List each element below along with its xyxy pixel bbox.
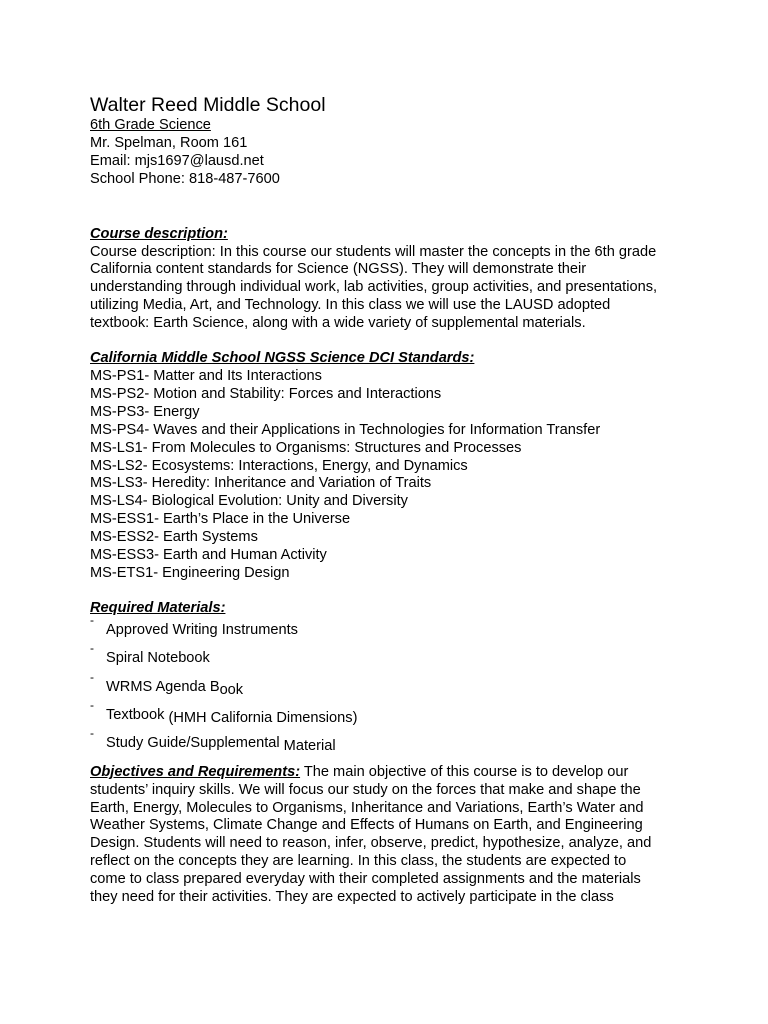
material-item	[90, 612, 690, 646]
standards-section	[90, 350, 690, 583]
course-description-text	[90, 244, 690, 334]
material-label-tail: ook	[219, 681, 244, 698]
standard-item: MS-ESS3- Earth and Human Activity	[90, 547, 327, 564]
standard-item: MS-PS2- Motion and Stability: Forces and Interactions	[90, 385, 442, 402]
bullet-dash: -	[90, 641, 94, 656]
material-label-tail: (HMH California Dimensions)	[164, 709, 358, 726]
teacher-room: Mr. Spelman, Room 161	[90, 134, 248, 151]
material-item	[90, 697, 690, 731]
standard-item: MS-PS3- Energy	[90, 403, 200, 420]
objectives-line: Weather Systems, Climate Change and Effects of Humans on Earth, and Engineering	[90, 817, 643, 834]
bullet-dash: -	[90, 612, 94, 627]
material-label: Approved Writing Instruments	[106, 621, 298, 638]
bullet-dash: -	[90, 697, 94, 712]
course-description-line: utilizing Media, Art, and Technology. In this class we will use the LAUSD adopted	[90, 297, 611, 314]
school-phone: School Phone: 818-487-7600	[90, 170, 280, 187]
bullet-dash: -	[90, 726, 94, 741]
course-description-section	[90, 226, 690, 333]
material-item	[90, 726, 690, 759]
course-description-line: understanding through individual work, lab activities, group activities, and presentations,	[90, 279, 658, 296]
header-block	[90, 94, 690, 189]
objectives-line: students’ inquiry skills. We will focus our study on the forces that make and shape the	[90, 781, 641, 798]
standards-list	[90, 368, 690, 583]
material-label: Textbook	[106, 706, 165, 723]
course-description-heading: Course description	[90, 225, 223, 242]
standard-item: MS-PS1- Matter and Its Interactions	[90, 367, 322, 384]
material-label: Spiral Notebook	[106, 650, 210, 667]
materials-list	[90, 612, 690, 760]
course-description-line: California content standards for Science (NGSS). They will demonstrate their	[90, 261, 587, 278]
standard-item: MS-PS4- Waves and their Applications in Technologies for Information Transfer	[90, 421, 601, 438]
objectives-section	[90, 764, 690, 907]
standard-item: MS-LS1- From Molecules to Organisms: Structures and Processes	[90, 439, 522, 456]
standard-item: MS-ESS1- Earth’s Place in the Universe	[90, 511, 351, 528]
objectives-line: Earth, Energy, Molecules to Organisms, Inheritance and Variations, Earth’s Water and	[90, 799, 644, 816]
material-label: Study Guide/Supplemental	[106, 735, 280, 752]
material-item	[90, 641, 690, 674]
objectives-line: reflect on the concepts they are learning. In this class, the students are expected to	[90, 853, 627, 870]
standard-item: MS-LS4- Biological Evolution: Unity and Diversity	[90, 493, 408, 510]
standard-item: MS-ESS2- Earth Systems	[90, 529, 258, 546]
course-description-line: textbook: Earth Science, along with a wide variety of supplemental materials.	[90, 315, 586, 332]
objectives-line: come to class prepared everyday with their completed assignments and the materials	[90, 871, 641, 888]
objectives-line: Design. Students will need to reason, infer, observe, predict, hypothesize, analyze, and	[90, 835, 652, 852]
teacher-email: Email: mjs1697@lausd.net	[90, 152, 264, 169]
course-description-line: Course description: In this course our students will master the concepts in the 6th grade	[90, 243, 657, 260]
school-name: Walter Reed Middle School	[90, 94, 326, 116]
materials-heading: Required Materials:	[90, 599, 226, 616]
subject-title: 6th Grade Science	[90, 117, 211, 133]
material-label: WRMS Agenda B	[106, 678, 220, 695]
objectives-line: they need for their activities. They are expected to actively participate in the class	[90, 889, 614, 906]
materials-section	[90, 600, 690, 760]
standard-item: MS-ETS1- Engineering Design	[90, 564, 290, 581]
syllabus-content	[90, 94, 690, 907]
bullet-dash: -	[90, 669, 94, 684]
objectives-heading: Objectives and Requirements:	[90, 763, 301, 780]
course-description-colon: :	[223, 225, 228, 242]
objectives-text	[90, 782, 690, 907]
material-label-tail: Material	[279, 738, 336, 755]
objectives-first-line: The main objective of this course is to develop our	[300, 763, 629, 780]
standard-item: MS-LS2- Ecosystems: Interactions, Energy, and Dynamics	[90, 457, 468, 474]
standard-item: MS-LS3- Heredity: Inheritance and Variation of Traits	[90, 475, 432, 492]
material-item	[90, 669, 690, 703]
standards-heading: California Middle School NGSS Science DCI Standards:	[90, 350, 475, 367]
